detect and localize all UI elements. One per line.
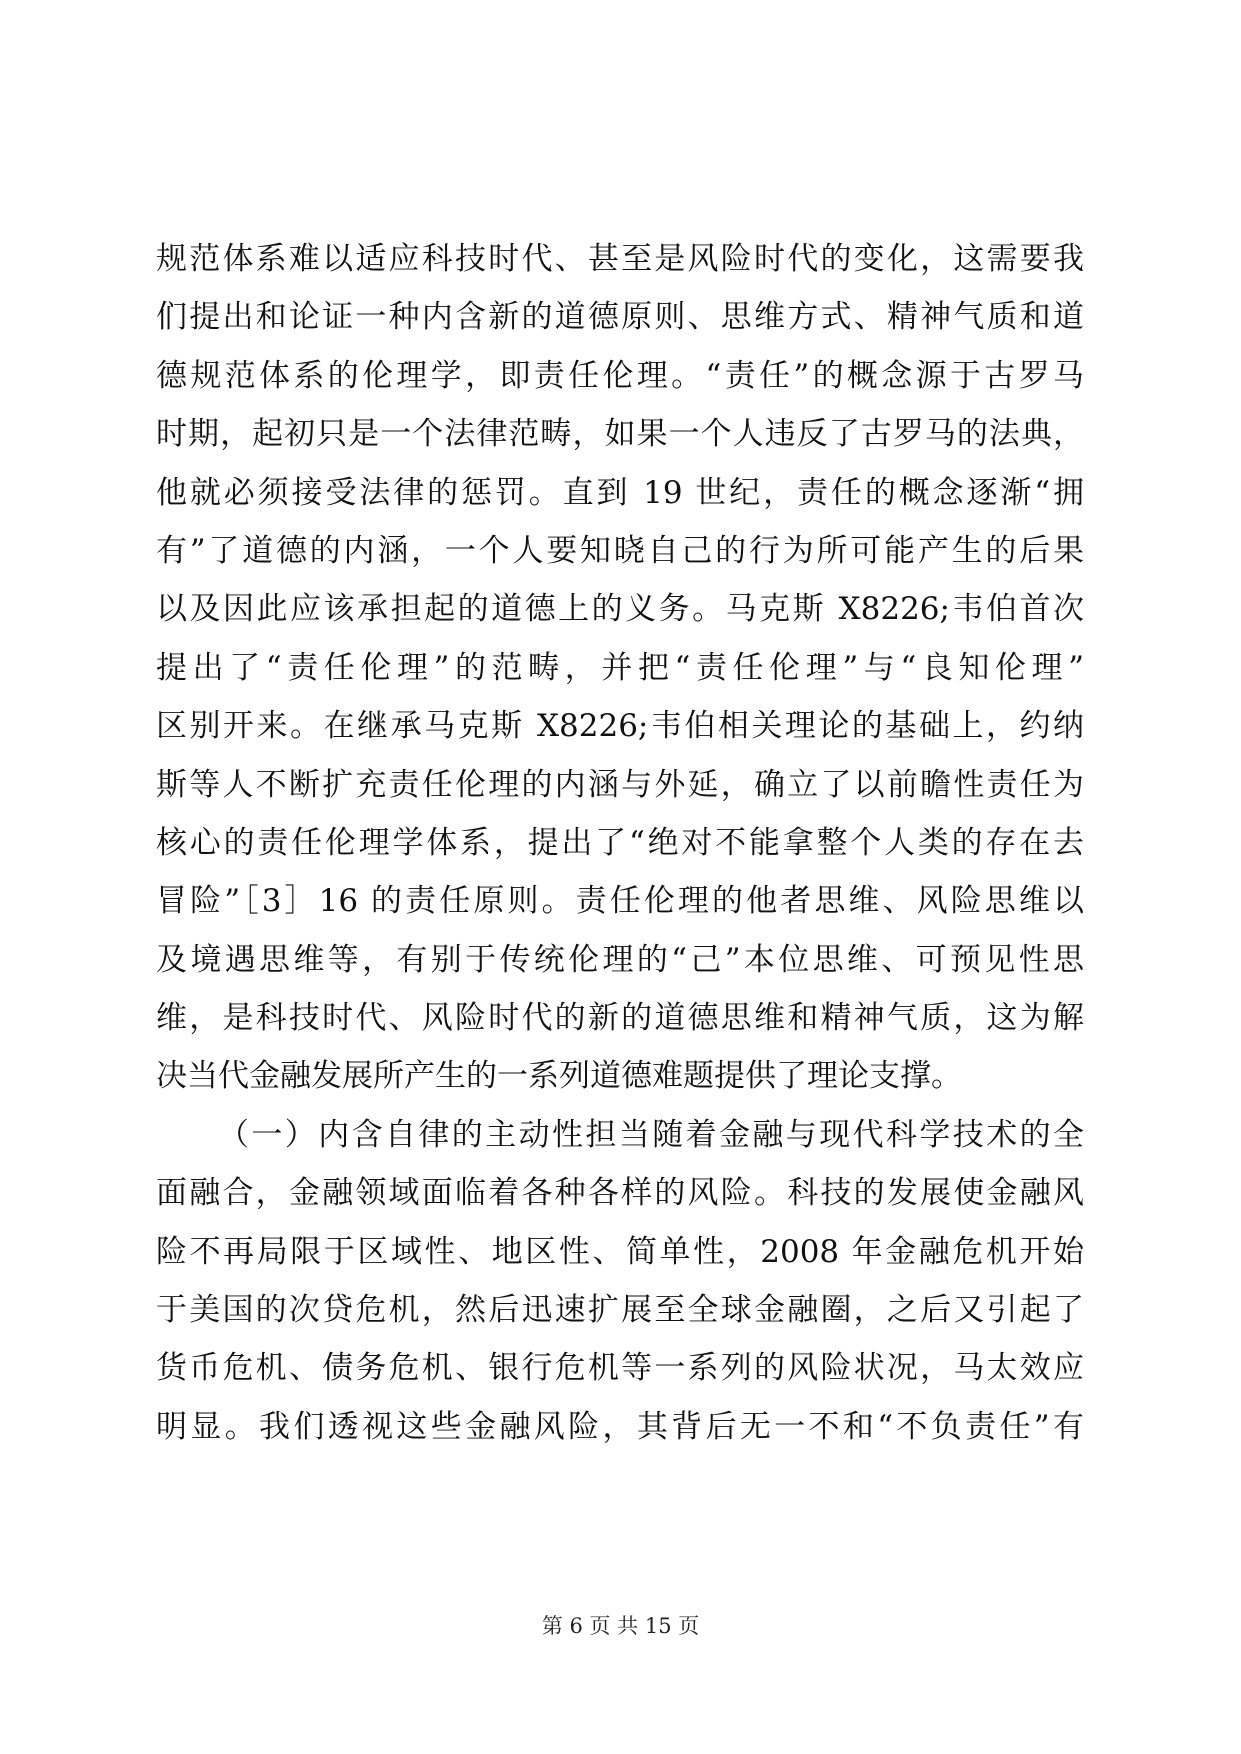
text-line: 规范体系难以适应科技时代、甚至是风险时代的变化，这需要我 <box>156 241 1084 277</box>
text-line: 险不再局限于区域性、地区性、简单性，2008 年金融危机开始 <box>156 1233 1084 1270</box>
text-line: 决当代金融发展所产生的一系列道德难题提供了理论支撑。 <box>156 1058 962 1095</box>
text-line: 区别开来。在继承马克斯 X8226;韦伯相关理论的基础上，约纳 <box>156 708 1084 745</box>
text-line: 明显。我们透视这些金融风险，其背后无一不和“不负责任”有 <box>156 1408 1084 1445</box>
text-line: 有”了道德的内涵，一个人要知晓自己的行为所可能产生的后果 <box>156 532 1084 569</box>
page-number-footer: 第 6 页 共 15 页 <box>541 1614 700 1638</box>
text-line: 他就必须接受法律的惩罚。直到 19 世纪，责任的概念逐渐“拥 <box>156 474 1084 511</box>
text-line: 德规范体系的伦理学，即责任伦理。“责任”的概念源于古罗马 <box>156 357 1084 394</box>
text-line: 斯等人不断扩充责任伦理的内涵与外延，确立了以前瞻性责任为 <box>156 766 1084 803</box>
text-line: 时期，起初只是一个法律范畴，如果一个人违反了古罗马的法典， <box>156 416 1084 453</box>
text-line: 及境遇思维等，有别于传统伦理的“己”本位思维、可预见性思 <box>156 941 1084 978</box>
body-text <box>156 230 1084 1456</box>
text-line: 冒险”［3］16 的责任原则。责任伦理的他者思维、风险思维以 <box>156 883 1084 920</box>
paragraph-start-line: （一）内含自律的主动性担当随着金融与现代科学技术的全 <box>218 1116 1084 1153</box>
text-line: 维，是科技时代、风险时代的新的道德思维和精神气质，这为解 <box>156 1000 1084 1037</box>
text-line: 面融合，金融领域面临着各种各样的风险。科技的发展使金融风 <box>156 1175 1084 1212</box>
text-line: 核心的责任伦理学体系，提出了“绝对不能拿整个人类的存在去 <box>156 824 1084 861</box>
text-line: 们提出和论证一种内含新的道德原则、思维方式、精神气质和道 <box>156 299 1084 336</box>
text-line: 提出了“责任伦理”的范畴，并把“责任伦理”与“良知伦理” <box>156 649 1084 686</box>
text-line: 货币危机、债务危机、银行危机等一系列的风险状况，马太效应 <box>156 1350 1084 1387</box>
text-line: 于美国的次贷危机，然后迅速扩展至全球金融圈，之后又引起了 <box>156 1292 1084 1329</box>
text-line: 以及因此应该承担起的道德上的义务。马克斯 X8226;韦伯首次 <box>156 591 1084 628</box>
